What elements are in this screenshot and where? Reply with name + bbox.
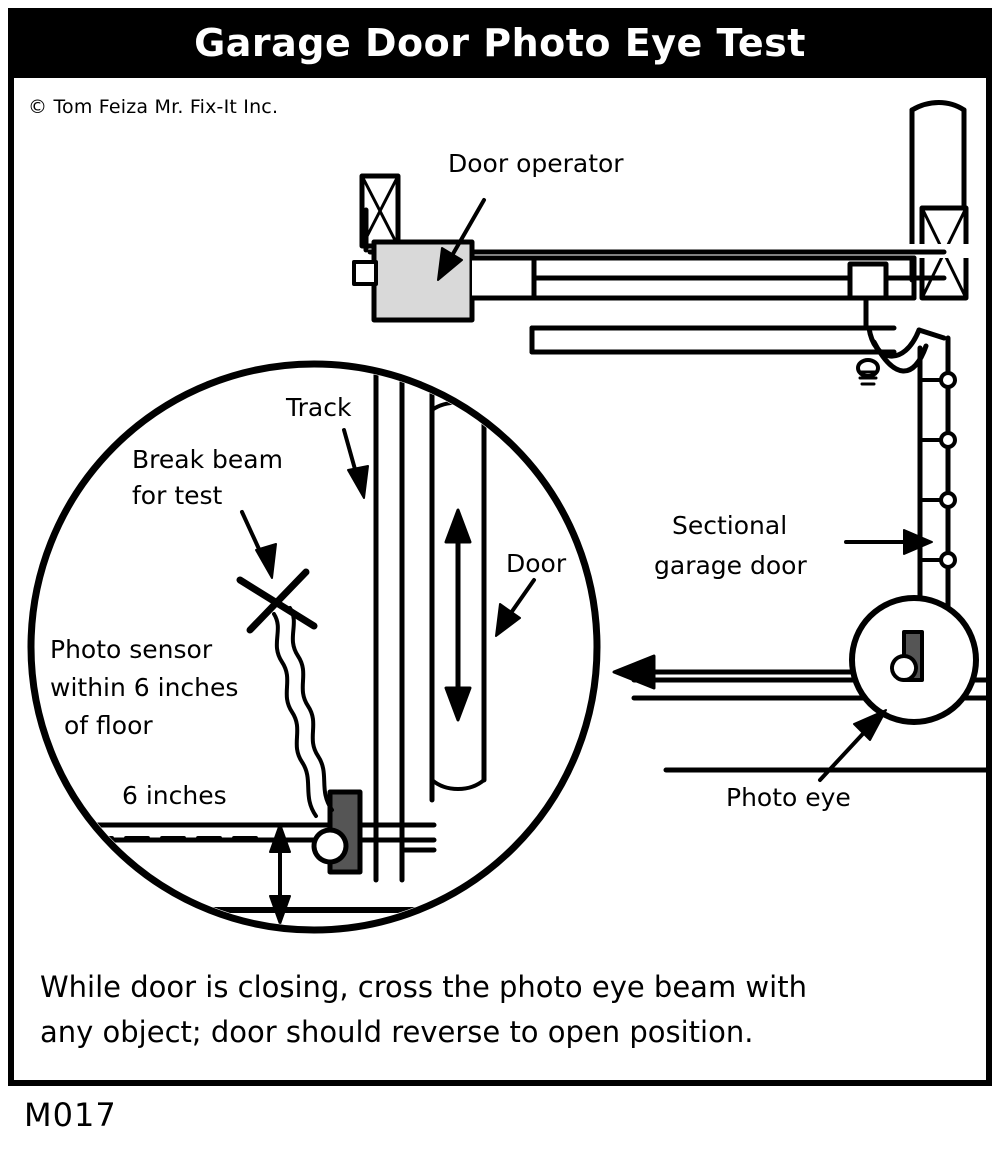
label-sectional-1: Sectional [672,511,788,540]
label-photo-sensor-1: Photo sensor [50,635,213,664]
illustration [14,80,986,960]
caption-line-2: any object; door should reverse to open position. [40,1014,754,1049]
wall-header-bracket [912,103,966,299]
page-title: Garage Door Photo Eye Test [194,21,806,65]
figure-code: M017 [24,1096,117,1134]
label-photo-sensor-3: of floor [64,711,153,740]
label-sectional-2: garage door [654,551,807,580]
photo-eye-detail-circle [852,598,976,722]
label-door-operator: Door operator [448,149,624,178]
copyright-notice: © Tom Feiza Mr. Fix-It Inc. [28,96,279,118]
magnify-connector [614,656,852,688]
caption-line-1: While door is closing, cross the photo eye beam with [40,970,807,1004]
label-door: Door [506,549,567,578]
label-break-beam-1: Break beam [132,445,283,474]
label-photo-sensor-2: within 6 inches [50,673,239,702]
label-track: Track [286,393,352,422]
label-break-beam-2: for test [132,481,223,510]
label-six-inches: 6 inches [122,781,227,810]
label-photo-eye: Photo eye [726,783,851,812]
door-arm [869,328,944,371]
trolley-arm [532,264,894,384]
title-bar [8,8,992,78]
instruction-caption [40,965,960,1055]
